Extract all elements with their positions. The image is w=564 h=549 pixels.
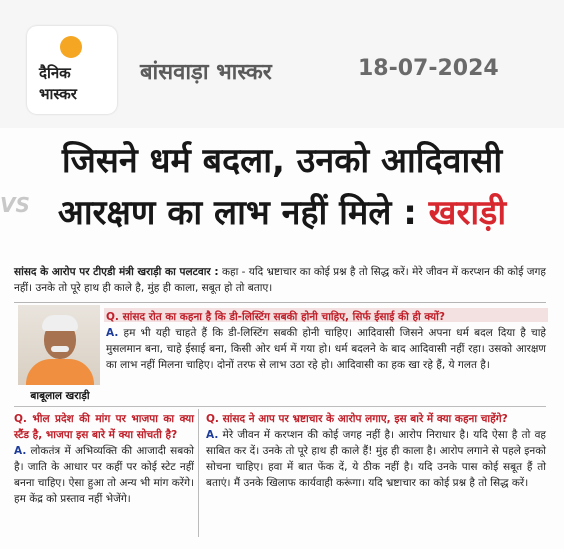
sun-icon xyxy=(60,36,82,58)
dek-lead: सांसद के आरोप पर टीएडी मंत्री खराड़ी का पलटवार : xyxy=(14,266,219,278)
divider xyxy=(14,302,546,303)
faded-edge-mark: VS xyxy=(0,193,30,217)
headline-line1: जिसने धर्म बदला, उनको आदिवासी xyxy=(61,141,503,181)
logo-line2: भास्कर xyxy=(39,85,77,103)
publication-date: 18-07-2024 xyxy=(358,56,499,81)
qa-block-3 xyxy=(206,411,546,491)
divider xyxy=(14,406,546,407)
answer-3 xyxy=(206,427,546,491)
qa-block-2 xyxy=(14,411,194,507)
dainik-bhaskar-logo xyxy=(27,26,117,114)
logo-line1: दैनिक xyxy=(39,64,71,82)
headline-line2 xyxy=(22,192,542,234)
dek-text: कहा - यदि भ्रष्टाचार का कोई प्रश्न है तो सिद्ध करें। मेरे जीवन में करप्शन की कोई जगह नहीं। उनके तो पूरे हाथ ही काले है, मुंह ही काला, सबूत हो तो बताए। xyxy=(14,266,546,294)
minister-photo xyxy=(18,305,100,385)
photo-moustache xyxy=(51,346,69,352)
article-dek xyxy=(14,264,546,296)
headline-line2-main: आरक्षण का लाभ नहीं मिले : xyxy=(57,193,429,233)
question-2: Q. भील प्रदेश की मांग पर भाजपा का क्या स्टैंड है, भाजपा इस बारे में क्या सोचती है? xyxy=(14,413,194,441)
answer-text: हम भी यही चाहते हैं कि डी-लिस्टिंग सबकी होनी चाहिए। आदिवासी जिसने अपना धर्म बदल दिया है चाहे मुसलमान बना, चाहे ईसाई बना, किसी ओर धर्म में गया हो। धर्म बदलने के बाद आदिवासी नहीं रहा। उसको आरक्षण का लाभ नहीं मिलना चाहिए। दोनों तरफ से लाभ उठा रहे हो। आदिवासी का हक खा रहे हैं, ये गलत है। xyxy=(106,327,546,371)
answer-label: A. xyxy=(14,445,27,457)
answer-text: मेरे जीवन में करप्शन की कोई जगह नहीं है। आरोप निराधार है। यदि ऐसा है तो वह साबित कर दें। उनके तो पूरे हाथ ही काले हैं! मुंह ही काला है। आरोप लगाने से पहले इनको सोचना चाहिए। हवा में बात फेंक दें, ये ठीक नहीं है। यदि उनके पास कोई सबूत हैं तो बताएं। मैं उनके खिलाफ कार्यवाही करूंगा। यदि भ्रष्टाचार का कोई प्रश्न है तो सिद्ध करें। xyxy=(206,429,546,489)
publication-name: बांसवाड़ा भास्कर xyxy=(140,60,272,85)
photo-shirt xyxy=(26,359,94,385)
column-divider xyxy=(198,409,199,537)
header-bar xyxy=(0,0,564,128)
answer-label: A. xyxy=(206,429,219,441)
photo-hair xyxy=(42,315,78,331)
question-1: Q. सांसद रोत का कहना है कि डी-लिस्टिंग सबकी होनी चाहिए, सिर्फ ईसाई की ही क्यों? xyxy=(106,311,445,323)
question-3: Q. सांसद ने आप पर भ्रष्टाचार के आरोप लगाए, इस बारे में क्या कहना चाहेंगे? xyxy=(206,413,508,425)
answer-text: लोकतंत्र में अभिव्यक्ति की आजादी सबको है। जाति के आधार पर कहीं पर कोई स्टेट नहीं बनना चाहिए। ऐसा हुआ तो अन्य भी मांग करेंगे। हम केंद्र को प्रस्ताव नहीं भेजेंगे। xyxy=(14,445,194,505)
qa-block-1 xyxy=(106,309,546,373)
answer-label: A. xyxy=(106,327,119,339)
headline-name: खराड़ी xyxy=(428,193,507,233)
answer-2 xyxy=(14,443,194,507)
answer-1 xyxy=(106,325,546,373)
photo-caption: बाबूलाल खराड़ी xyxy=(30,390,90,402)
